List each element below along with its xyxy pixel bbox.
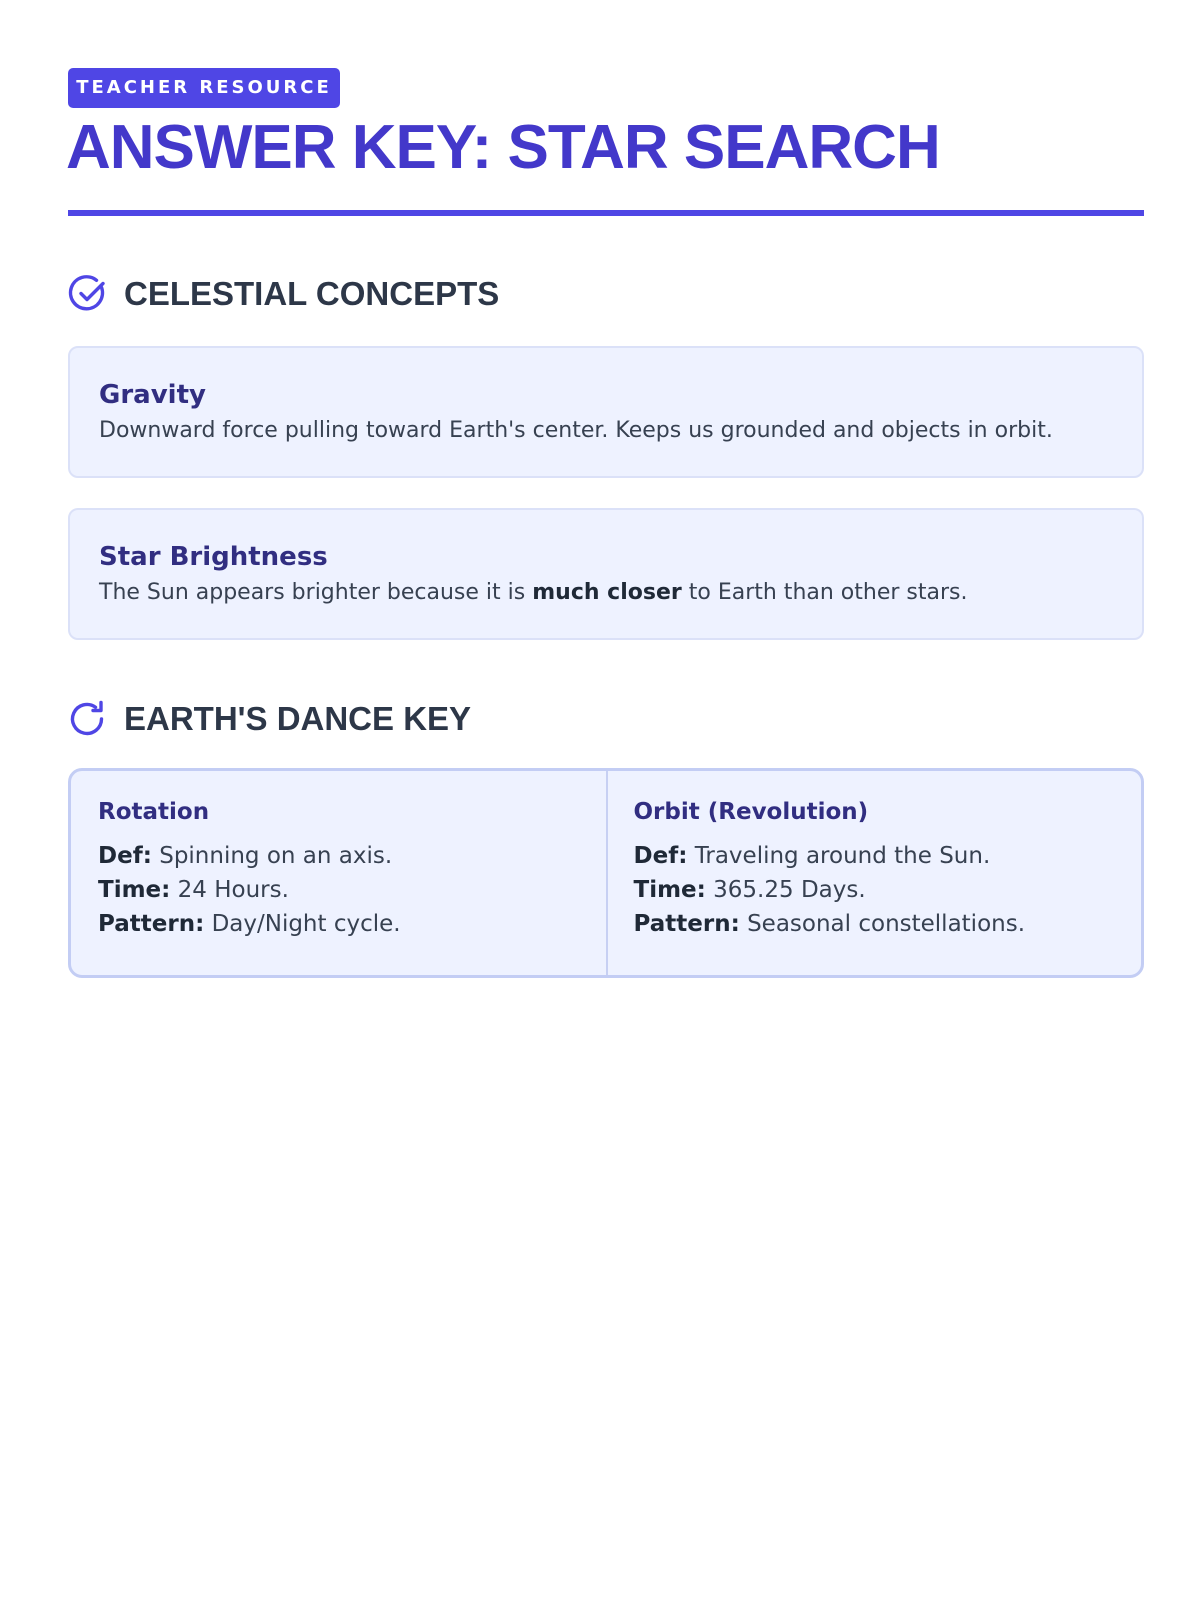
- star-brightness-emphasis: much closer: [532, 580, 682, 605]
- orbit-time: [634, 873, 1142, 907]
- orbit-time-label: Time:: [633, 877, 706, 903]
- rotation-time-value: 24 Hours.: [170, 877, 289, 903]
- rotation-def-value: Spinning on an axis.: [151, 843, 393, 869]
- rotation-column: [71, 771, 606, 975]
- earths-dance-title: EARTH'S DANCE KEY: [124, 700, 472, 737]
- orbit-def-label: Def:: [633, 843, 688, 869]
- orbit-pattern-value: Seasonal constellations.: [739, 911, 1026, 937]
- title-divider: [68, 210, 1144, 216]
- teacher-resource-badge: TEACHER RESOURCE: [68, 68, 340, 108]
- rotation-def: [98, 839, 606, 873]
- celestial-concepts-title: CELESTIAL CONCEPTS: [124, 275, 500, 312]
- orbit-pattern-label: Pattern:: [633, 911, 740, 937]
- rotation-pattern-value: Day/Night cycle.: [204, 911, 401, 937]
- star-brightness-text-before: The Sun appears brighter because it is: [99, 580, 533, 605]
- rotation-heading: Rotation: [98, 799, 210, 825]
- refresh-icon: [68, 699, 108, 739]
- rotation-pattern-label: Pattern:: [98, 911, 205, 937]
- rotation-pattern: [98, 907, 606, 941]
- orbit-time-value: 365.25 Days.: [705, 877, 866, 903]
- gravity-card: [68, 346, 1144, 478]
- orbit-def: [634, 839, 1142, 873]
- gravity-title: Gravity: [99, 380, 206, 410]
- orbit-column: [606, 771, 1142, 975]
- star-brightness-text: [99, 578, 1113, 608]
- earths-dance-heading: [68, 697, 471, 741]
- orbit-def-value: Traveling around the Sun.: [687, 843, 991, 869]
- gravity-text: Downward force pulling toward Earth's center. Keeps us grounded and objects in orbit.: [99, 418, 1053, 443]
- earths-dance-table: [68, 768, 1144, 978]
- star-brightness-card: [68, 508, 1144, 640]
- rotation-time: [98, 873, 606, 907]
- orbit-heading: Orbit (Revolution): [633, 799, 869, 825]
- star-brightness-text-after: to Earth than other stars.: [681, 580, 968, 605]
- rotation-def-label: Def:: [98, 843, 152, 869]
- page-title: ANSWER KEY: STAR SEARCH: [66, 113, 940, 182]
- rotation-time-label: Time:: [98, 877, 171, 903]
- check-circle-icon: [68, 274, 108, 314]
- celestial-concepts-heading: [68, 272, 499, 316]
- orbit-pattern: [634, 907, 1142, 941]
- star-brightness-title: Star Brightness: [99, 542, 328, 572]
